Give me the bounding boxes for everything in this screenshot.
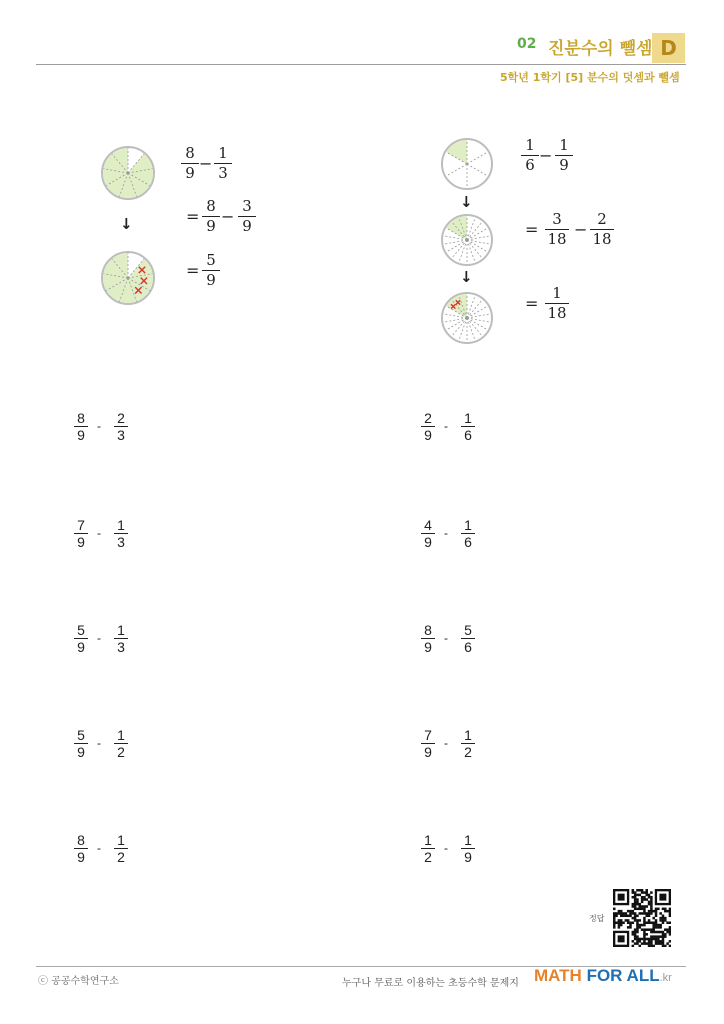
minus-sign: - xyxy=(444,419,448,433)
pie-eighteenths-crossed-out xyxy=(440,291,494,345)
fraction: 3 9 xyxy=(238,199,256,234)
fraction: 2 18 xyxy=(590,212,614,247)
minus-sign: - xyxy=(97,841,101,855)
fraction: 8 9 xyxy=(181,146,199,181)
down-arrow-icon: ↓ xyxy=(460,268,473,286)
level-badge: D xyxy=(652,33,685,63)
worksheet-title: 진분수의 뺄셈 xyxy=(548,39,653,59)
equals-sign: = xyxy=(525,294,539,313)
brand-math: MATH xyxy=(534,966,582,985)
fraction: 8 9 xyxy=(202,199,220,234)
answer-label: 정답 xyxy=(589,914,605,923)
worksheet-subtitle: 5학년 1학기 [5] 분수의 덧셈과 뺄셈 xyxy=(500,71,680,84)
fraction: 1 18 xyxy=(545,286,569,321)
answer-qr-code[interactable] xyxy=(613,889,671,947)
fraction: 3 18 xyxy=(545,212,569,247)
footer-tagline: 누구나 무료로 이용하는 초등수학 문제지 xyxy=(342,978,519,989)
copyright-text: ⓒ 공공수학연구소 xyxy=(38,976,119,987)
brand-kr: .kr xyxy=(659,972,672,984)
minus-sign: − xyxy=(221,207,235,226)
header-divider xyxy=(36,64,686,65)
fraction: 1 3 xyxy=(214,146,232,181)
brand-logo[interactable] xyxy=(534,966,672,986)
minus-sign: − xyxy=(199,154,213,173)
minus-sign: - xyxy=(97,631,101,645)
minus-sign: - xyxy=(444,841,448,855)
minus-sign: - xyxy=(97,736,101,750)
down-arrow-icon: ↓ xyxy=(460,193,473,211)
minus-sign: - xyxy=(97,526,101,540)
brand-forall: FOR ALL xyxy=(586,966,660,985)
equals-sign: = xyxy=(186,207,200,226)
equals-sign: = xyxy=(525,220,539,239)
fraction: 1 9 xyxy=(555,138,573,173)
minus-sign: - xyxy=(97,419,101,433)
minus-sign: − xyxy=(539,146,553,165)
minus-sign: - xyxy=(444,631,448,645)
pie-ninths-shaded-eight xyxy=(100,145,156,201)
minus-sign: - xyxy=(444,526,448,540)
pie-ninths-crossed-out xyxy=(100,250,156,306)
down-arrow-icon: ↓ xyxy=(120,215,133,233)
minus-sign: − xyxy=(574,220,588,239)
pie-eighteenths-shaded-three xyxy=(440,213,494,267)
fraction: 5 9 xyxy=(202,253,220,288)
worksheet-number: 02 xyxy=(517,36,537,52)
fraction: 1 6 xyxy=(521,138,539,173)
equals-sign: = xyxy=(186,261,200,280)
pie-sixths-shaded-one xyxy=(440,137,494,191)
minus-sign: - xyxy=(444,736,448,750)
